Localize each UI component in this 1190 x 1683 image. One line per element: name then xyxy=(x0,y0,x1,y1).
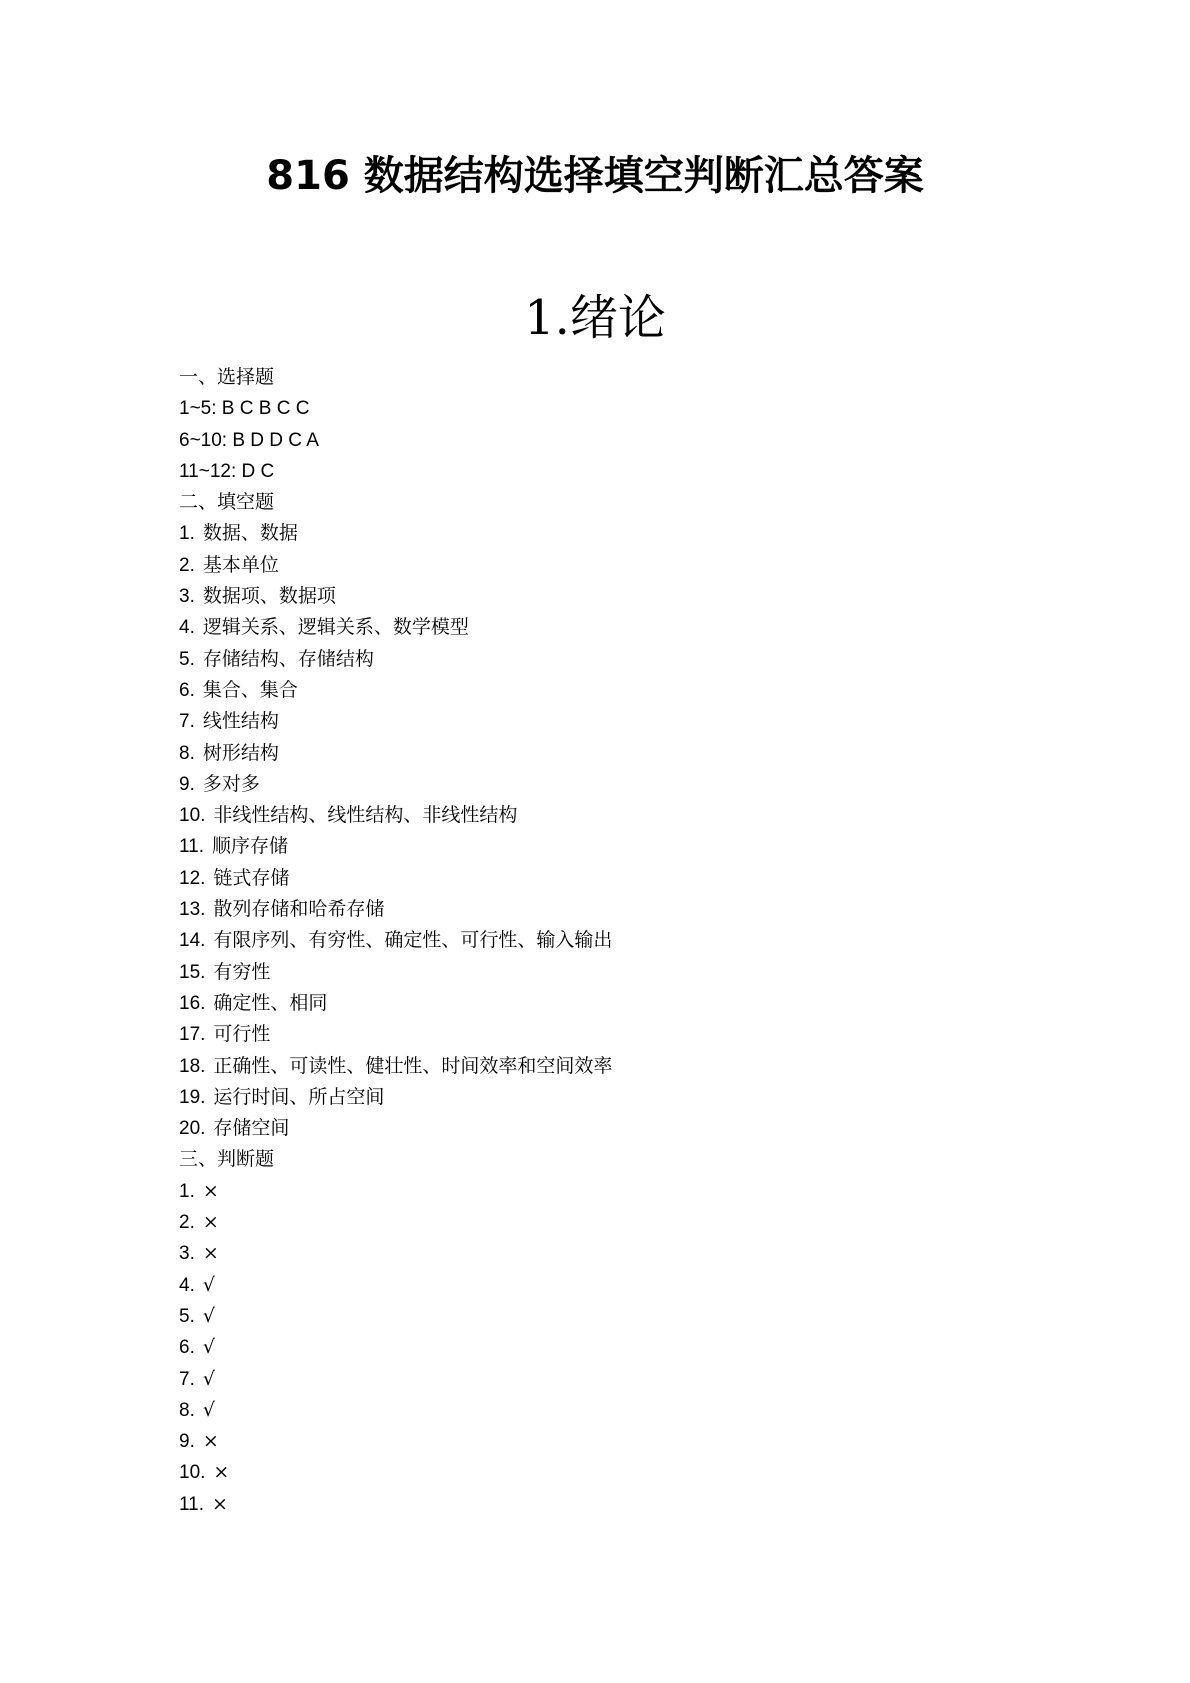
answer-content xyxy=(179,362,1079,1520)
fill-answer-item xyxy=(179,1113,1079,1144)
choice-answer-line: 6~10: B D D C A xyxy=(179,429,319,451)
judge-answer-item xyxy=(179,1395,1079,1426)
fill-answer-item-number: 19. xyxy=(179,1086,206,1108)
judge-answer-item-text: √ xyxy=(202,1273,215,1296)
choice-section-header: 一、选择题 xyxy=(179,366,275,388)
fill-answer-item-number: 17. xyxy=(179,1024,206,1046)
fill-answer-item-number: 9. xyxy=(179,773,195,795)
fill-answer-item-number: 11. xyxy=(179,836,205,858)
fill-answer-item xyxy=(179,1051,1079,1082)
fill-answer-item-text: 可行性 xyxy=(213,1023,271,1046)
judge-answer-item-number: 7. xyxy=(179,1368,195,1390)
fill-answer-item xyxy=(179,800,1079,831)
judge-answer-item-number: 2. xyxy=(179,1212,195,1234)
judge-answer-item xyxy=(179,1301,1079,1332)
judge-answer-item xyxy=(179,1364,1079,1395)
fill-answer-item-text: 数据项、数据项 xyxy=(202,585,336,608)
fill-answer-item-text: 顺序存储 xyxy=(212,835,289,858)
fill-answer-item-number: 7. xyxy=(179,711,195,733)
fill-answer-item-text: 有穷性 xyxy=(213,960,271,983)
judge-answer-item xyxy=(179,1270,1079,1301)
judge-answer-item xyxy=(179,1176,1079,1207)
fill-answer-item xyxy=(179,957,1079,988)
fill-answer-item xyxy=(179,644,1079,675)
judge-answer-item-text: × xyxy=(202,1179,219,1202)
judge-answer-item-text: × xyxy=(202,1430,219,1453)
fill-answer-item-text: 树形结构 xyxy=(202,741,279,764)
judge-answer-item xyxy=(179,1332,1079,1363)
fill-answer-item-text: 确定性、相同 xyxy=(213,991,328,1014)
fill-answer-item-text: 存储结构、存储结构 xyxy=(202,647,374,670)
fill-answer-item xyxy=(179,1082,1079,1113)
fill-answer-item-number: 18. xyxy=(179,1055,206,1077)
fill-answer-item-number: 12. xyxy=(179,867,206,889)
fill-answer-item xyxy=(179,675,1079,706)
choice-answer-line: 1~5: B C B C C xyxy=(179,398,310,420)
fill-answer-item-number: 5. xyxy=(179,648,195,670)
judge-answer-item-number: 9. xyxy=(179,1431,195,1453)
judge-answer-item-number: 11. xyxy=(179,1493,205,1515)
fill-answer-item-number: 2. xyxy=(179,554,195,576)
fill-answer-item xyxy=(179,738,1079,769)
fill-answer-item-text: 正确性、可读性、健壮性、时间效率和空间效率 xyxy=(213,1054,613,1077)
judge-answer-item-text: √ xyxy=(202,1398,215,1421)
judge-answer-item-text: √ xyxy=(202,1336,215,1359)
judge-answer-item-number: 3. xyxy=(179,1243,195,1265)
judge-answer-item-text: √ xyxy=(202,1367,215,1390)
fill-answer-item-number: 4. xyxy=(179,617,195,639)
fill-answer-item xyxy=(179,612,1079,643)
fill-answer-item-text: 散列存储和哈希存储 xyxy=(213,898,385,921)
fill-answer-item-number: 8. xyxy=(179,742,195,764)
fill-answer-item-text: 多对多 xyxy=(202,772,260,795)
fill-answer-item xyxy=(179,518,1079,549)
fill-answer-item xyxy=(179,706,1079,737)
fill-answer-item-number: 16. xyxy=(179,992,206,1014)
fill-answer-item xyxy=(179,988,1079,1019)
fill-answer-item xyxy=(179,863,1079,894)
fill-answer-item-number: 13. xyxy=(179,899,206,921)
fill-answer-item-number: 6. xyxy=(179,679,195,701)
judge-answer-item-number: 4. xyxy=(179,1274,195,1296)
fill-answer-item-text: 运行时间、所占空间 xyxy=(213,1085,385,1108)
document-title: 816 数据结构选择填空判断汇总答案 xyxy=(266,153,924,199)
fill-answer-item-number: 3. xyxy=(179,586,195,608)
fill-section-header: 二、填空题 xyxy=(179,491,275,514)
judge-answer-item-text: √ xyxy=(202,1304,215,1327)
fill-answer-item-number: 20. xyxy=(179,1118,206,1140)
judge-answer-item xyxy=(179,1238,1079,1269)
fill-answer-item xyxy=(179,894,1079,925)
judge-answer-item-text: × xyxy=(202,1242,219,1265)
judge-answer-item-text: × xyxy=(202,1211,219,1234)
judge-section-header: 三、判断题 xyxy=(179,1148,275,1171)
judge-answer-item-number: 10. xyxy=(179,1462,206,1484)
fill-answer-item-number: 10. xyxy=(179,805,206,827)
fill-answer-item xyxy=(179,769,1079,800)
judge-answer-item-text: × xyxy=(213,1461,230,1484)
fill-answer-item-text: 有限序列、有穷性、确定性、可行性、输入输出 xyxy=(213,929,613,952)
judge-answer-item xyxy=(179,1207,1079,1238)
judge-answer-item-number: 6. xyxy=(179,1337,195,1359)
fill-answer-item xyxy=(179,925,1079,956)
choice-answer-line: 11~12: D C xyxy=(179,460,275,482)
fill-answer-item-text: 数据、数据 xyxy=(202,522,298,545)
judge-answer-item xyxy=(179,1426,1079,1457)
fill-answer-list xyxy=(179,518,1079,1144)
fill-answer-item-number: 14. xyxy=(179,930,206,952)
judge-answer-item xyxy=(179,1457,1079,1488)
judge-answer-item-number: 1. xyxy=(179,1180,195,1202)
fill-answer-item-text: 链式存储 xyxy=(213,866,290,889)
fill-answer-item-text: 基本单位 xyxy=(202,553,279,576)
fill-answer-item-text: 线性结构 xyxy=(202,710,279,733)
judge-answer-list xyxy=(179,1176,1079,1520)
fill-answer-item xyxy=(179,1019,1079,1050)
fill-answer-item xyxy=(179,581,1079,612)
fill-answer-item-number: 1. xyxy=(179,523,195,545)
judge-answer-item xyxy=(179,1489,1079,1520)
judge-answer-item-number: 8. xyxy=(179,1399,195,1421)
fill-answer-item-text: 存储空间 xyxy=(213,1117,290,1140)
fill-answer-item-text: 逻辑关系、逻辑关系、数学模型 xyxy=(202,616,469,639)
fill-answer-item-number: 15. xyxy=(179,961,206,983)
fill-answer-item xyxy=(179,550,1079,581)
judge-answer-item-text: × xyxy=(212,1492,228,1515)
chapter-title: 1.绪论 xyxy=(524,290,666,346)
fill-answer-item xyxy=(179,831,1079,862)
judge-answer-item-number: 5. xyxy=(179,1305,195,1327)
fill-answer-item-text: 集合、集合 xyxy=(202,678,298,701)
fill-answer-item-text: 非线性结构、线性结构、非线性结构 xyxy=(213,804,518,827)
